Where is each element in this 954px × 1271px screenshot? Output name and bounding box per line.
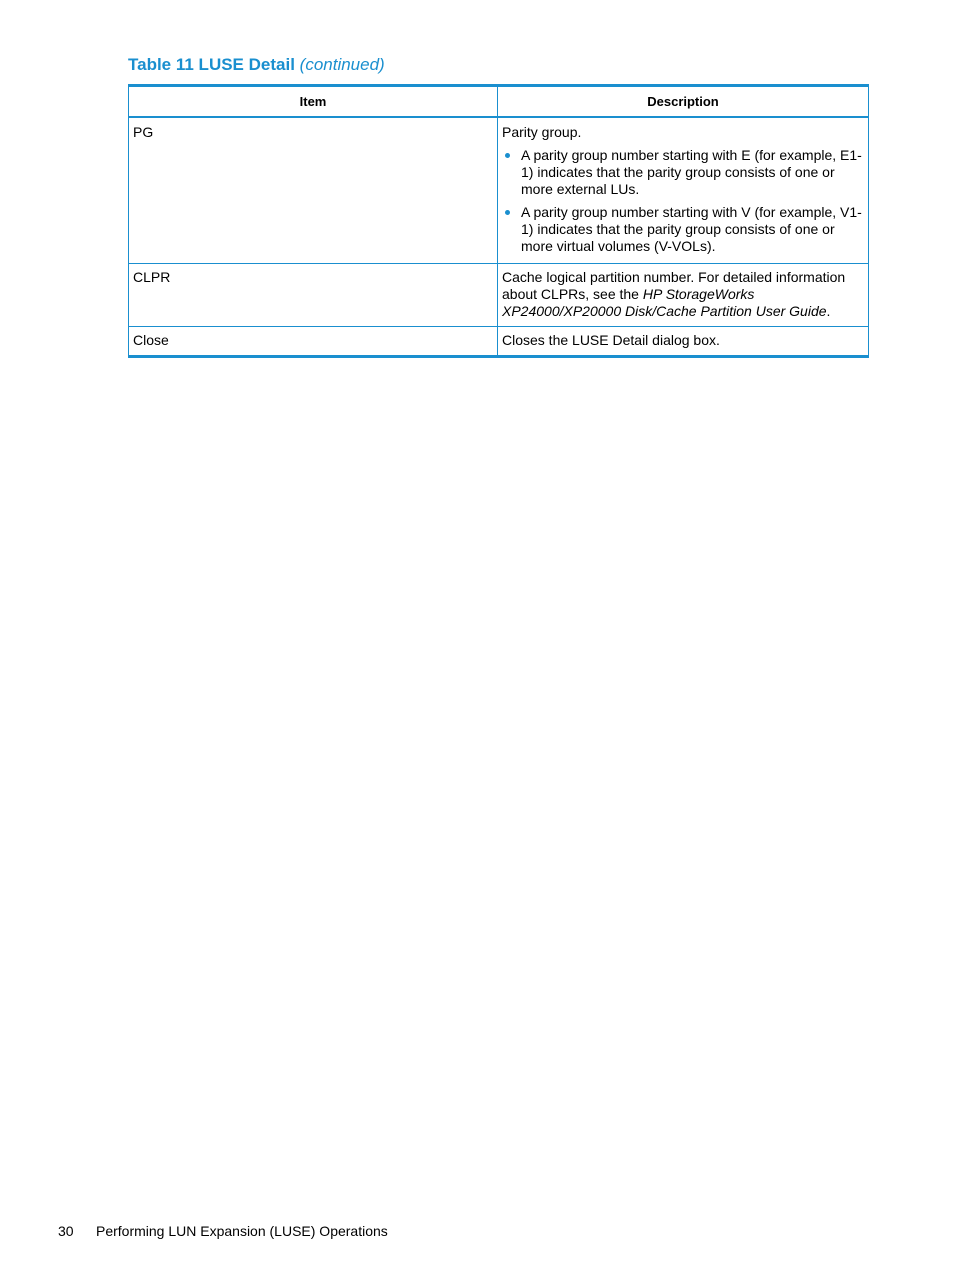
header-item: Item xyxy=(129,86,498,118)
table-row xyxy=(129,117,869,264)
bullet-item xyxy=(502,204,864,255)
description-text: Parity group. xyxy=(502,124,582,140)
bullet-list xyxy=(502,147,864,255)
page-number: 30 xyxy=(58,1223,74,1239)
table-row xyxy=(129,264,869,327)
table-caption-label: Table 11 LUSE Detail xyxy=(128,55,295,74)
table-caption-continued: (continued) xyxy=(299,55,385,74)
cell-description: Closes the LUSE Detail dialog box. xyxy=(498,327,869,357)
page-footer xyxy=(58,1223,388,1239)
table-row xyxy=(129,327,869,357)
header-description: Description xyxy=(498,86,869,118)
table-caption xyxy=(128,55,385,75)
cell-item: Close xyxy=(129,327,498,357)
bullet-dot-icon xyxy=(505,153,510,158)
bullet-text: A parity group number starting with E (for example, E1-1) indicates that the parity group consists of one or more external LUs. xyxy=(521,147,862,197)
cell-item: PG xyxy=(129,117,498,264)
cell-description xyxy=(498,117,869,264)
guide-reference: HP StorageWorks XP24000/XP20000 Disk/Cache Partition User Guide xyxy=(502,286,827,319)
description-text: Cache logical partition number. For detailed information about CLPRs, see the xyxy=(502,269,846,302)
cell-description xyxy=(498,264,869,327)
luse-detail-table xyxy=(128,84,869,358)
cell-item: CLPR xyxy=(129,264,498,327)
footer-section-title: Performing LUN Expansion (LUSE) Operations xyxy=(96,1223,388,1239)
description-text-end: . xyxy=(826,303,831,319)
bullet-text: A parity group number starting with V (for example, V1-1) indicates that the parity group consists of one or more virtual volumes (V-VOLs). xyxy=(521,204,862,254)
bullet-dot-icon xyxy=(505,210,510,215)
table-header-row xyxy=(129,86,869,118)
bullet-item xyxy=(502,147,864,198)
